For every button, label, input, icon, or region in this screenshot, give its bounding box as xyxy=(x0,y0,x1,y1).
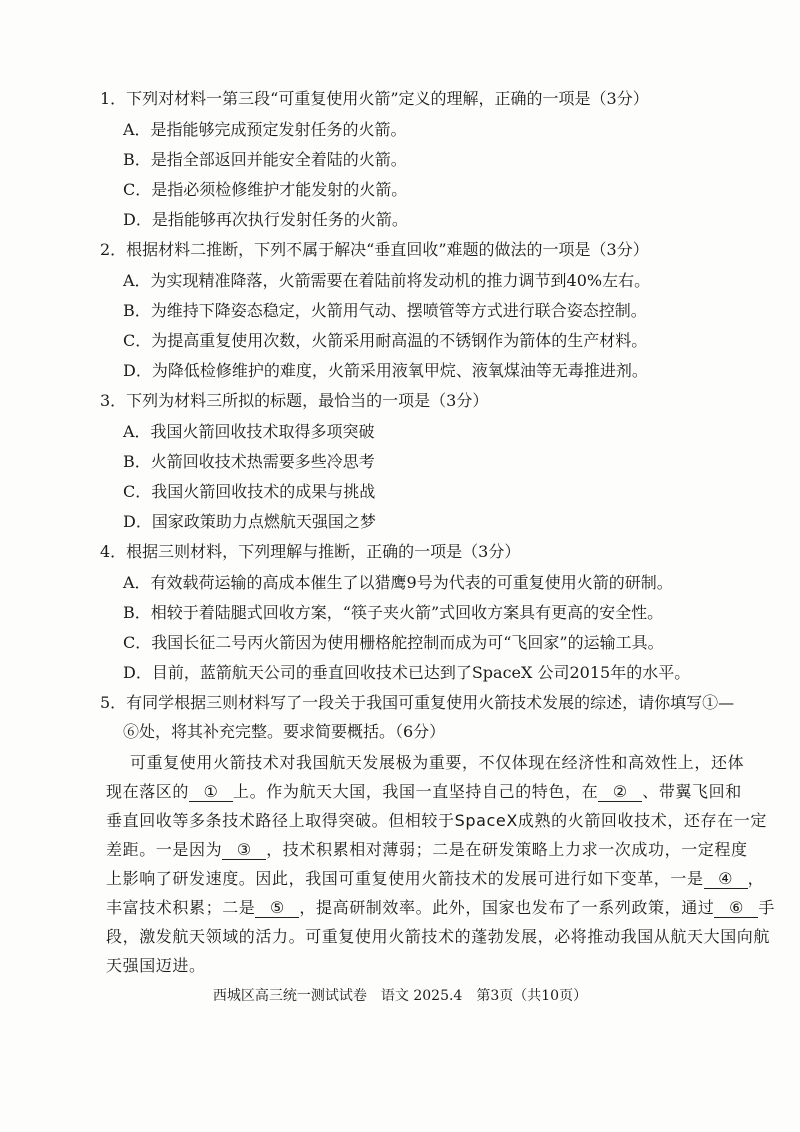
question-1-stem: 1．下列对材料一第三段“可重复使用火箭”定义的理解，正确的一项是（3分） xyxy=(100,89,649,108)
question-3-stem: 3．下列为材料三所拟的标题，最恰当的一项是（3分） xyxy=(100,391,489,410)
question-4-option-b: B．相较于着陆腿式回收方案，“筷子夹火箭”式回收方案具有更高的安全性。 xyxy=(123,603,664,622)
question-4-option-a: A．有效载荷运输的高成本催生了以猎鹰9号为代表的可重复使用火箭的研制。 xyxy=(123,573,673,592)
answer-blank-2[interactable]: ② xyxy=(598,783,642,802)
question-3-option-d: D．国家政策助力点燃航天强国之梦 xyxy=(123,512,376,531)
answer-blank-4[interactable]: ④ xyxy=(704,870,748,889)
question-3-option-b: B．火箭回收技术热需要多些冷思考 xyxy=(123,452,375,471)
summary-line-6: 丰富技术积累；二是 ⑤ ，提高研制效率。此外，国家也发布了一系列政策，通过 ⑥ 手 xyxy=(106,898,776,917)
question-2-stem: 2．根据材料二推断，下列不属于解决“垂直回收”难题的做法的一项是（3分） xyxy=(100,240,649,259)
question-4-option-c: C．我国长征二号丙火箭因为使用栅格舵控制而成为可“飞回家”的运输工具。 xyxy=(123,633,664,652)
page-footer: 西城区高三统一测试试卷 语文 2025.4 第3页（共10页） xyxy=(212,988,588,1004)
question-1-option-c: C．是指必须检修维护才能发射的火箭。 xyxy=(123,180,408,199)
answer-blank-3[interactable]: ③ xyxy=(222,841,266,860)
summary-line-4: 差距。一是因为 ③ ，技术积累相对薄弱；二是在研发策略上力求一次成功，一定程度 xyxy=(106,840,748,859)
question-1-option-d: D．是指能够再次执行发射任务的火箭。 xyxy=(123,210,408,229)
question-4-option-d: D．目前，蓝箭航天公司的垂直回收技术已达到了SpaceX 公司2015年的水平。 xyxy=(123,663,691,682)
summary-line-3: 垂直回收等多条技术路径上取得突破。但相较于SpaceX成熟的火箭回收技术，还存在一定 xyxy=(106,811,767,830)
summary-line-5: 上影响了研发速度。因此，我国可重复使用火箭技术的发展可进行如下变革，一是 ④ ， xyxy=(106,869,765,888)
summary-line-8: 天强国迈进。 xyxy=(106,956,206,975)
question-4-stem: 4．根据三则材料，下列理解与推断，正确的一项是（3分） xyxy=(100,542,521,561)
answer-blank-1[interactable]: ① xyxy=(189,783,233,802)
question-5-stem-line-2: ⑥处，将其补充完整。要求简要概括。（6分） xyxy=(123,722,446,741)
question-2-option-c: C．为提高重复使用次数，火箭采用耐高温的不锈钢作为箭体的生产材料。 xyxy=(123,331,648,350)
answer-blank-6[interactable]: ⑥ xyxy=(714,899,758,918)
question-2-option-b: B．为维持下降姿态稳定，火箭用气动、摆喷管等方式进行联合姿态控制。 xyxy=(123,301,647,320)
summary-line-2: 现在落区的 ① 上。作为航天大国，我国一直坚持自己的特色，在 ② 、带翼飞回和 xyxy=(106,782,742,801)
question-3-option-c: C．我国火箭回收技术的成果与挑战 xyxy=(123,482,376,501)
question-2-option-d: D．为降低检修维护的难度，火箭采用液氧甲烷、液氧煤油等无毒推进剂。 xyxy=(123,361,648,380)
question-2-option-a: A．为实现精准降落，火箭需要在着陆前将发动机的推力调节到40%左右。 xyxy=(123,271,651,290)
question-1-option-a: A．是指能够完成预定发射任务的火箭。 xyxy=(123,120,407,139)
question-1-option-b: B．是指全部返回并能安全着陆的火箭。 xyxy=(123,150,407,169)
summary-line-1: 可重复使用火箭技术对我国航天发展极为重要，不仅体现在经济性和高效性上，还体 xyxy=(130,753,745,772)
summary-line-7: 段，激发航天领域的活力。可重复使用火箭技术的蓬勃发展，必将推动我国从航天大国向航 xyxy=(106,927,771,946)
answer-blank-5[interactable]: ⑤ xyxy=(255,899,299,918)
question-5-stem-line-1: 5．有同学根据三则材料写了一段关于我国可重复使用火箭技术发展的综述，请你填写①— xyxy=(100,693,735,712)
question-3-option-a: A．我国火箭回收技术取得多项突破 xyxy=(123,422,375,441)
